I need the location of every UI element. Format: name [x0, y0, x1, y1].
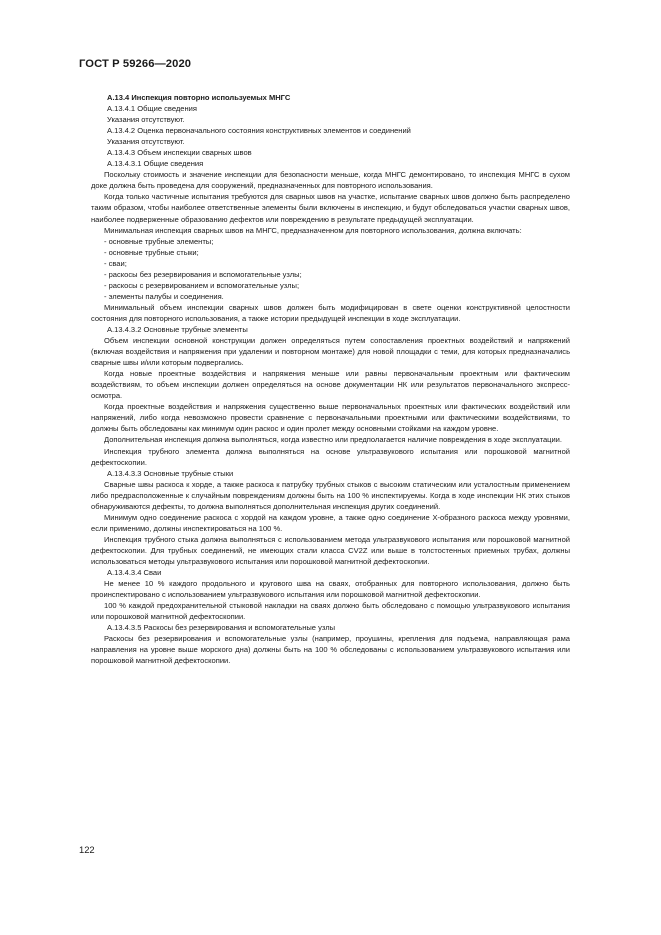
subsection-heading: А.13.4.3.1 Общие сведения: [107, 159, 204, 169]
paragraph: Инспекция трубного элемента должна выполняться на основе ультразвукового испытания или порошковой магнитной дефектоскопии.: [91, 446, 570, 467]
paragraph: Не менее 10 % каждого продольного и кругового шва на сваях, отобранных для повторного использования, должно быть проинспектировано с использованием ультразвукового испытания или порошковой магнитной дефектоскопии.: [91, 579, 570, 600]
subsection-heading: А.13.4.3.3 Основные трубные стыки: [107, 468, 234, 478]
subsection-heading: А.13.4.3 Объем инспекции сварных швов: [107, 148, 252, 158]
paragraph: Дополнительная инспекция должна выполняться, когда известно или предполагается наличие повреждения в ходе эксплуатации.: [104, 435, 562, 445]
paragraph: Минимальный объем инспекции сварных швов должен быть модифицирован в свете оценки конструктивной целостности состояния для повторного использования, а также истории предыдущей инспекции в ходе эксплуатации.: [91, 302, 570, 323]
paragraph: Инспекция трубного стыка должна выполняться с использованием метода ультразвукового испытания или порошковой магнитной дефектоскопии. Для трубных соединений, не имеющих стали класса CV2Z или выше в толстостенных приемных трубах, должны использоваться методы ультразвукового испытания или порошковой магнитной дефектоскопии.: [91, 534, 570, 566]
paragraph: Указания отсутствуют.: [107, 115, 185, 125]
list-item: - сваи;: [104, 258, 127, 268]
subsection-heading: А.13.4.1 Общие сведения: [107, 104, 197, 114]
list-item: - раскосы без резервирования и вспомогательные узлы;: [104, 269, 302, 279]
list-item: - основные трубные элементы;: [104, 236, 214, 246]
paragraph: Указания отсутствуют.: [107, 137, 185, 147]
subsection-heading: А.13.4.3.2 Основные трубные элементы: [107, 324, 248, 334]
paragraph: Минимум одно соединение раскоса с хордой на каждом уровне, а также одно соединение X-образного раскоса между уровнями, если применимо, должны инспектироваться на 100 %.: [91, 512, 570, 533]
standard-header: ГОСТ Р 59266—2020: [79, 58, 192, 70]
paragraph: 100 % каждой предохранительной стыковой накладки на сваях должно быть обследовано с помощью ультразвукового испытания или порошковой магнитной дефектоскопии.: [91, 601, 570, 622]
subsection-heading: А.13.4.3.4 Сваи: [107, 568, 162, 578]
paragraph: Когда новые проектные воздействия и напряжения меньше или равны первоначальным проектным или фактическим воздействиям, то объем инспекции должен определяться на основе документации НК или результатов первоначального экспресс-осмотра.: [91, 369, 570, 401]
paragraph: Сварные швы раскоса к хорде, а также раскоса к патрубку трубных стыков с высоким статическим или усталостным применением либо предрасположенные к случайным повреждениям должны быть на 100 % инспектируемы. Когда в ходе инспекции НК этих стыков обнаруживаются дефекты, то должна выполняться дополнительная инспекция других соединений.: [91, 479, 570, 511]
paragraph: Раскосы без резервирования и вспомогательные узлы (например, проушины, крепления для подъема, направляющая рама направления на уровне выше морского дна) должны быть на 100 % обследованы с использованием ультразвукового испытания или порошковой магнитной дефектоскопии.: [91, 634, 570, 666]
section-title: А.13.4 Инспекция повторно используемых МНГС: [107, 93, 291, 102]
list-item: - основные трубные стыки;: [104, 247, 199, 257]
paragraph: Когда только частичные испытания требуются для сварных швов на участке, испытание сварных швов должно быть распределено таким образом, чтобы наиболее ответственные элементы были включены в инспекцию, и будут обследоваться участки сварных швов, наиболее подверженные образованию дефектов или повреждению в результате предыдущей эксплуатации.: [91, 192, 570, 224]
list-item: - элементы палубы и соединения.: [104, 291, 224, 301]
list-item: - раскосы с резервированием и вспомогательные узлы;: [104, 280, 300, 290]
paragraph: Когда проектные воздействия и напряжения существенно выше первоначальных проектных или фактических воздействий или напряжений, либо когда невозможно провести сравнение с первоначальными проектными или фактическими воздействиями, то должны быть обследованы как минимум один раскос и один пролет между основными стойками на каждом уровне.: [91, 402, 570, 434]
paragraph: Минимальная инспекция сварных швов на МНГС, предназначенном для повторного использования, должна включать:: [104, 225, 522, 235]
page-body: [91, 92, 570, 666]
page-number: 122: [79, 844, 95, 855]
subsection-heading: А.13.4.2 Оценка первоначального состояния конструктивных элементов и соединений: [107, 126, 411, 136]
paragraph: Поскольку стоимость и значение инспекции для безопасности меньше, когда МНГС демонтировано, то инспекция МНГС в сухом доке должна быть проведена для сооружений, предназначенных для повторного использования.: [91, 170, 570, 191]
subsection-heading: А.13.4.3.5 Раскосы без резервирования и вспомогательные узлы: [107, 623, 336, 633]
paragraph: Объем инспекции основной конструкции должен определяться путем сопоставления проектных воздействий и напряжений (включая воздействия и напряжения при удалении и повторном монтаже) для новой площадки с теми, для которых предназначались сварные швы и/или которым подвергались.: [91, 336, 570, 368]
